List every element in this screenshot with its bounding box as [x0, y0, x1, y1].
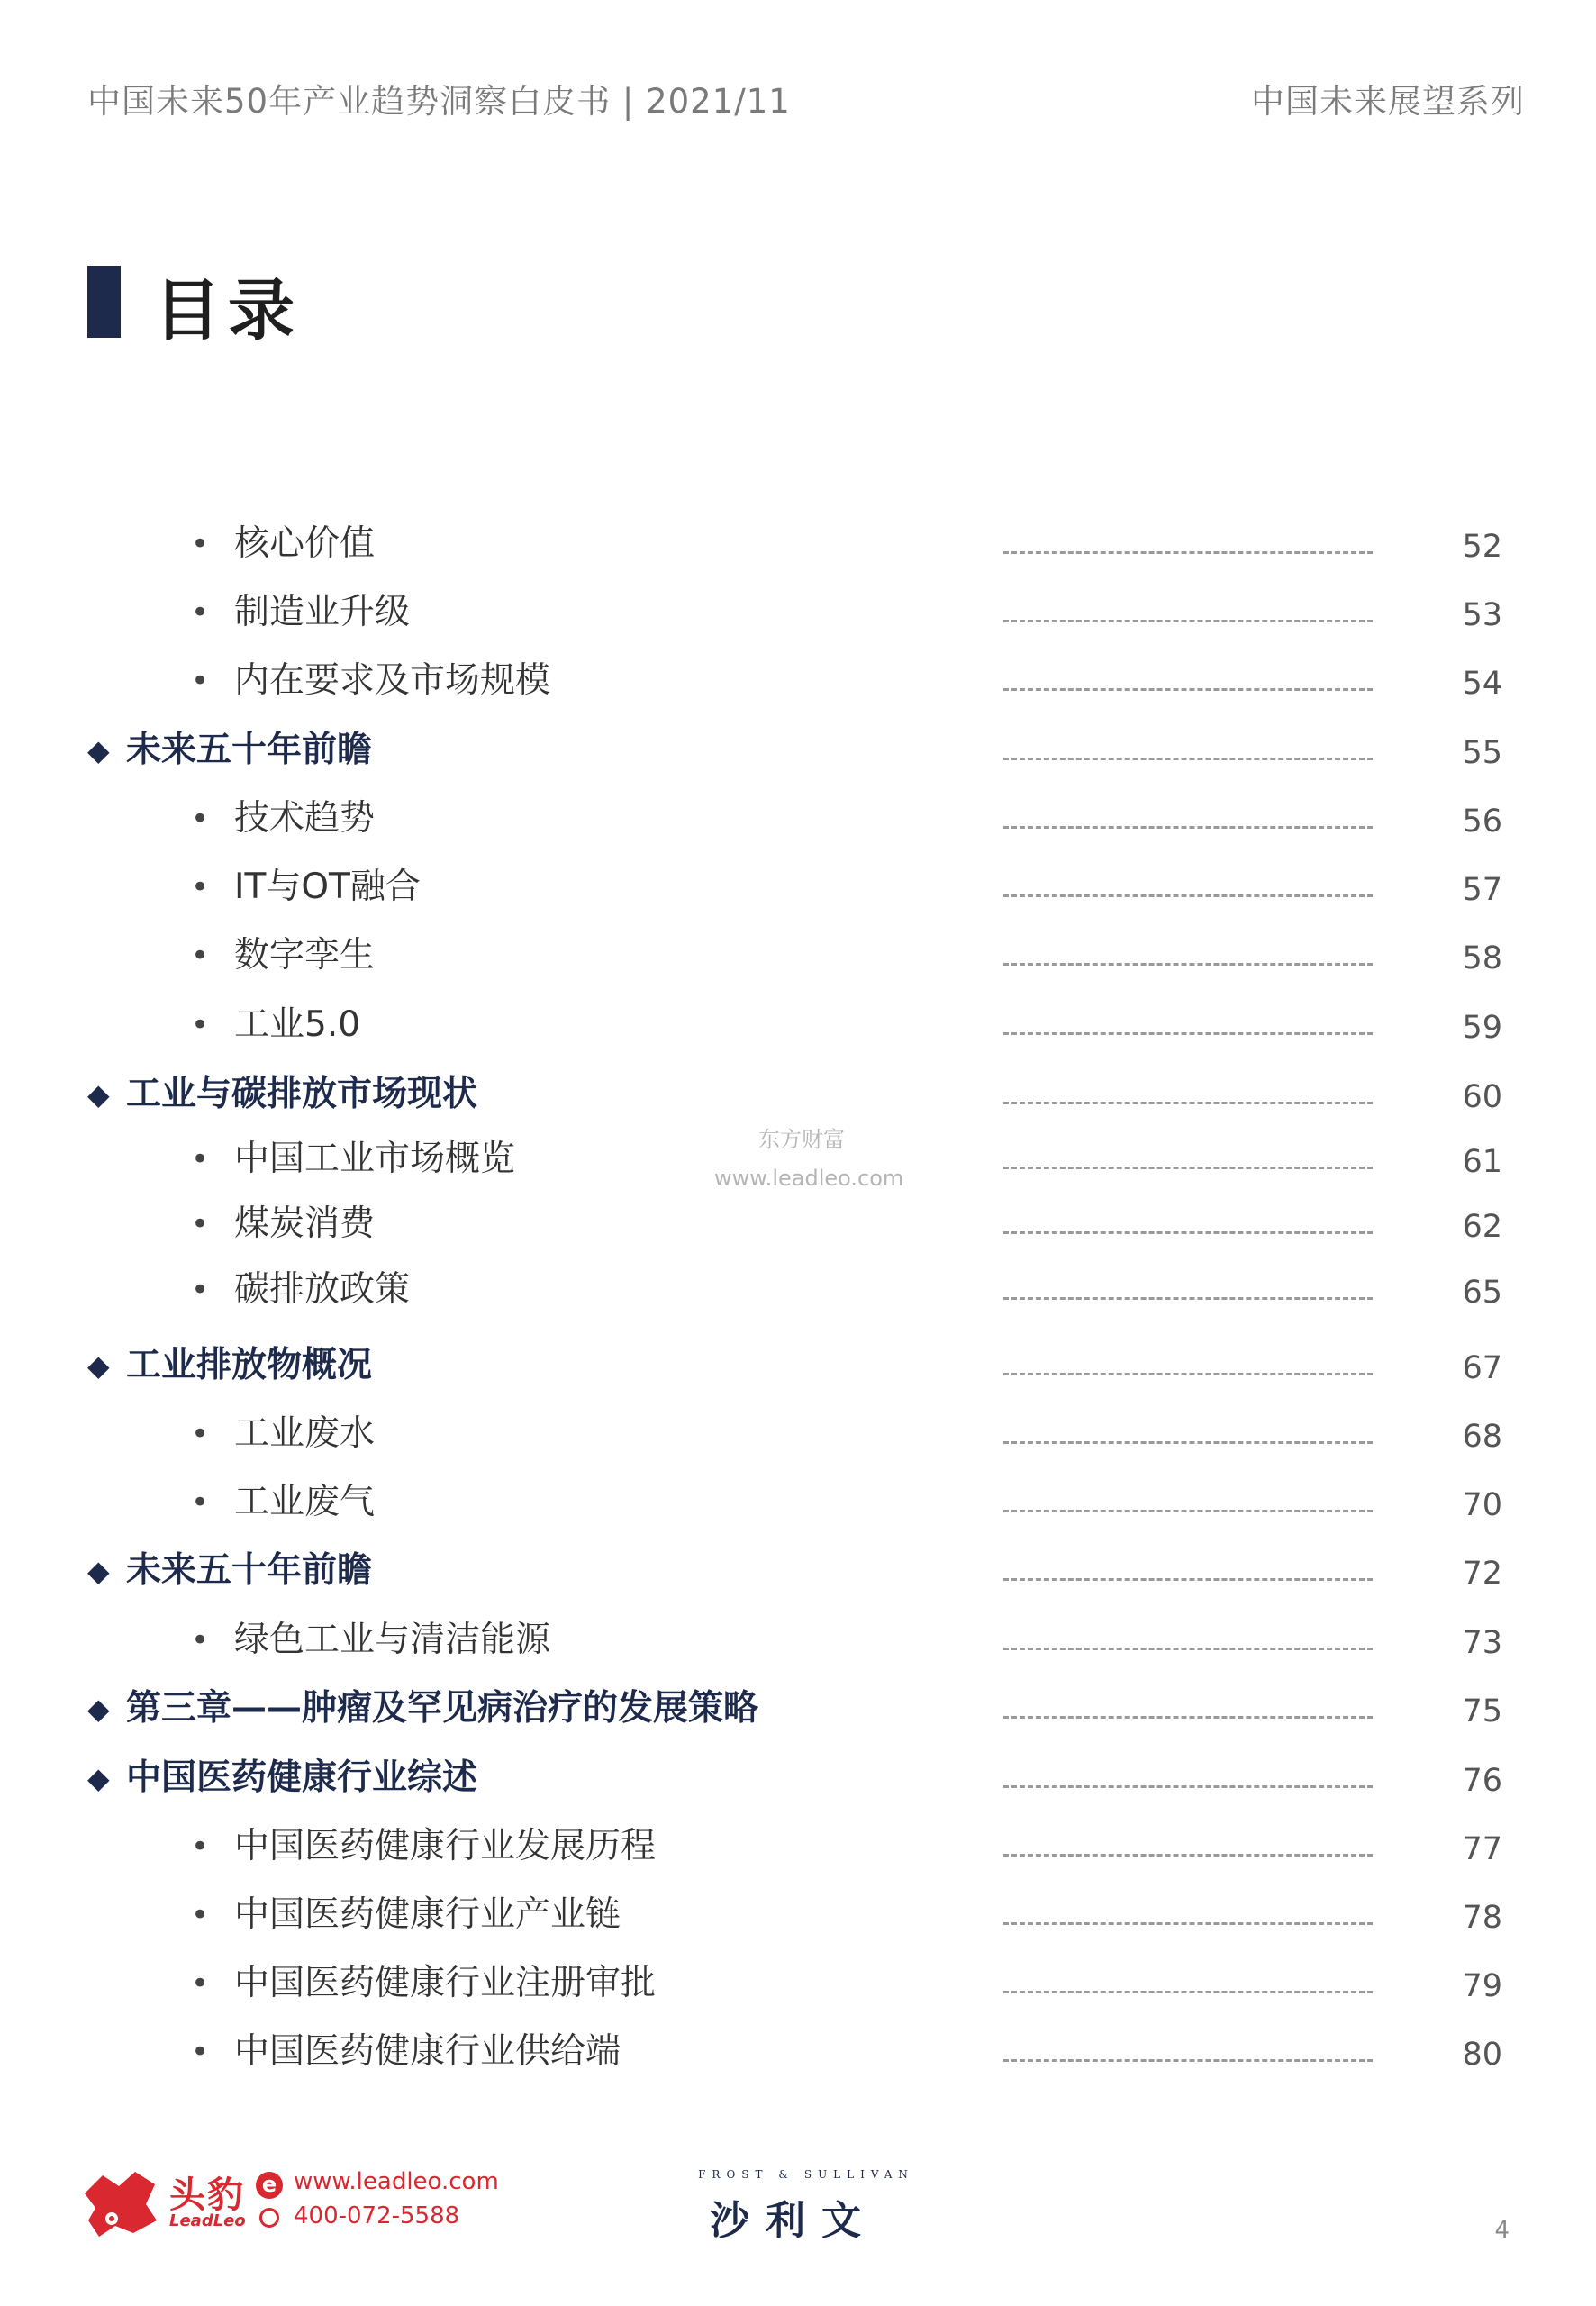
dot-bullet-icon: •	[191, 1484, 210, 1521]
watermark-url: www.leadleo.com	[714, 1166, 904, 1191]
dot-bullet-icon: •	[191, 595, 210, 631]
toc-page-number: 70	[1462, 1487, 1502, 1523]
diamond-bullet-icon: ◆	[87, 733, 110, 767]
toc-item-row[interactable]	[0, 1409, 1596, 1463]
toc-entry-label: 中国医药健康行业发展历程	[234, 1826, 657, 1866]
toc-section-row[interactable]	[0, 1684, 1596, 1738]
toc-item-row[interactable]	[0, 1890, 1596, 1944]
toc-page-number: 58	[1462, 940, 1502, 976]
diamond-bullet-icon: ◆	[87, 1761, 110, 1795]
dot-bullet-icon: •	[191, 869, 210, 905]
toc-item-row[interactable]	[0, 1615, 1596, 1669]
dot-bullet-icon: •	[191, 801, 210, 837]
page-title: 目录	[154, 272, 302, 350]
toc-page-number: 75	[1462, 1693, 1502, 1730]
footer-phone: 400-072-5588	[294, 2202, 460, 2229]
title-accent-bar	[87, 266, 121, 338]
dot-leader	[1003, 1032, 1373, 1035]
dot-leader	[1003, 826, 1373, 829]
diamond-bullet-icon: ◆	[87, 1692, 110, 1726]
toc-section-row[interactable]	[0, 1069, 1596, 1123]
dot-leader	[1003, 1297, 1373, 1300]
toc-item-row[interactable]	[0, 794, 1596, 848]
dot-bullet-icon: •	[191, 1272, 210, 1308]
frost-sullivan-logo	[694, 2168, 919, 2244]
toc-section-row[interactable]	[0, 1546, 1596, 1600]
dot-bullet-icon: •	[191, 938, 210, 974]
toc-page-number: 65	[1462, 1275, 1502, 1311]
toc-page-number: 54	[1462, 666, 1502, 702]
dot-leader	[1003, 963, 1373, 966]
toc-page-number: 62	[1462, 1209, 1502, 1245]
toc-entry-label: IT与OT融合	[234, 867, 421, 907]
frost-sullivan-en: FROST & SULLIVAN	[698, 2168, 914, 2181]
dot-leader	[1003, 894, 1373, 897]
toc-page-number: 80	[1462, 2037, 1502, 2073]
toc-entry-label: 碳排放政策	[234, 1269, 411, 1310]
dot-bullet-icon: •	[191, 1897, 210, 1933]
toc-entry-label: 工业废水	[234, 1413, 376, 1454]
dot-leader	[1003, 758, 1373, 760]
phone-icon	[259, 2208, 279, 2228]
toc-item-row[interactable]	[0, 1199, 1596, 1253]
dot-leader	[1003, 1785, 1373, 1788]
toc-entry-label: 工业排放物概况	[126, 1345, 373, 1385]
toc-item-row[interactable]	[0, 2027, 1596, 2081]
toc-page-number: 78	[1462, 1900, 1502, 1936]
toc-page-number: 59	[1462, 1010, 1502, 1046]
toc-item-row[interactable]	[0, 1958, 1596, 2012]
leadleo-en-name: LeadLeo	[169, 2211, 246, 2230]
dot-leader	[1003, 551, 1373, 554]
toc-page-number: 76	[1462, 1763, 1502, 1799]
dot-leader	[1003, 1231, 1373, 1234]
toc-item-row[interactable]	[0, 1477, 1596, 1531]
toc-item-row[interactable]	[0, 1000, 1596, 1054]
toc-entry-label: 中国医药健康行业注册审批	[234, 1963, 657, 2003]
toc-page-number: 60	[1462, 1079, 1502, 1115]
dot-leader	[1003, 1441, 1373, 1444]
toc-entry-label: 工业与碳排放市场现状	[126, 1074, 478, 1114]
dot-bullet-icon: •	[191, 1007, 210, 1043]
dot-leader	[1003, 1102, 1373, 1104]
toc-entry-label: 数字孪生	[234, 935, 376, 976]
toc-page-number: 72	[1462, 1556, 1502, 1592]
toc-entry-label: 中国医药健康行业产业链	[234, 1894, 621, 1935]
dot-leader	[1003, 1510, 1373, 1512]
dot-bullet-icon: •	[191, 663, 210, 699]
dot-leader	[1003, 688, 1373, 691]
toc-item-row[interactable]	[0, 931, 1596, 985]
toc-section-row[interactable]	[0, 1340, 1596, 1394]
leopard-head-icon	[79, 2166, 159, 2238]
dot-leader	[1003, 1578, 1373, 1581]
toc-page-number: 79	[1462, 1968, 1502, 2004]
dot-leader	[1003, 1167, 1373, 1169]
toc-entry-label: 中国医药健康行业综述	[126, 1757, 478, 1798]
dot-leader	[1003, 1373, 1373, 1375]
toc-entry-label: 绿色工业与清洁能源	[234, 1620, 551, 1660]
dot-leader	[1003, 2059, 1373, 2062]
diamond-bullet-icon: ◆	[87, 1348, 110, 1383]
toc-item-row[interactable]	[0, 519, 1596, 573]
toc-page-number: 56	[1462, 803, 1502, 840]
dot-bullet-icon: •	[191, 1206, 210, 1242]
toc-entry-label: 中国医药健康行业供给端	[234, 2031, 621, 2072]
footer-url[interactable]: www.leadleo.com	[294, 2168, 499, 2195]
frost-sullivan-cn: 沙利文	[710, 2198, 877, 2244]
toc-item-row[interactable]	[0, 656, 1596, 710]
page-number: 4	[1494, 2217, 1510, 2244]
dot-bullet-icon: •	[191, 1416, 210, 1452]
toc-item-row[interactable]	[0, 862, 1596, 916]
toc-entry-label: 未来五十年前瞻	[126, 1550, 373, 1591]
dot-bullet-icon: •	[191, 1829, 210, 1865]
toc-page-number: 52	[1462, 529, 1502, 565]
toc-page-number: 73	[1462, 1625, 1502, 1661]
toc-entry-label: 核心价值	[234, 523, 376, 564]
toc-entry-label: 内在要求及市场规模	[234, 660, 551, 701]
dot-bullet-icon: •	[191, 1966, 210, 2002]
web-e-icon: e	[256, 2172, 283, 2199]
dot-bullet-icon: •	[191, 1141, 210, 1177]
leadleo-cn-name: 头豹	[169, 2174, 245, 2216]
toc-entry-label: 未来五十年前瞻	[126, 730, 373, 770]
toc-page-number: 61	[1462, 1144, 1502, 1180]
toc-page-number: 68	[1462, 1419, 1502, 1455]
header-series-name: 中国未来展望系列	[1251, 82, 1525, 121]
toc-item-row[interactable]	[0, 1265, 1596, 1319]
watermark-eastmoney: 东方财富	[758, 1127, 845, 1152]
dot-leader	[1003, 1648, 1373, 1650]
dot-leader	[1003, 620, 1373, 622]
toc-entry-label: 工业5.0	[234, 1004, 361, 1045]
toc-entry-label: 制造业升级	[234, 592, 411, 632]
toc-page-number: 55	[1462, 735, 1502, 771]
toc-section-row[interactable]	[0, 1753, 1596, 1807]
header-report-title: 中国未来50年产业趋势洞察白皮书 | 2021/11	[87, 82, 791, 121]
leadleo-logo	[79, 2166, 499, 2238]
toc-entry-label: 煤炭消费	[234, 1203, 376, 1244]
dot-bullet-icon: •	[191, 1622, 210, 1658]
toc-entry-label: 中国工业市场概览	[234, 1139, 516, 1179]
toc-entry-label: 技术趋势	[234, 798, 376, 839]
diamond-bullet-icon: ◆	[87, 1554, 110, 1588]
toc-item-row[interactable]	[0, 587, 1596, 641]
dot-leader	[1003, 1991, 1373, 1993]
dot-bullet-icon: •	[191, 526, 210, 562]
dot-bullet-icon: •	[191, 2034, 210, 2070]
dot-leader	[1003, 1854, 1373, 1857]
toc-page-number: 77	[1462, 1831, 1502, 1867]
toc-page-number: 57	[1462, 872, 1502, 908]
toc-section-row[interactable]	[0, 725, 1596, 779]
dot-leader	[1003, 1716, 1373, 1719]
toc-entry-label: 工业废气	[234, 1482, 376, 1522]
toc-item-row[interactable]	[0, 1821, 1596, 1875]
toc-entry-label: 第三章——肿瘤及罕见病治疗的发展策略	[126, 1688, 759, 1729]
toc-page-number: 67	[1462, 1350, 1502, 1386]
dot-leader	[1003, 1922, 1373, 1925]
diamond-bullet-icon: ◆	[87, 1077, 110, 1112]
toc-page-number: 53	[1462, 597, 1502, 633]
